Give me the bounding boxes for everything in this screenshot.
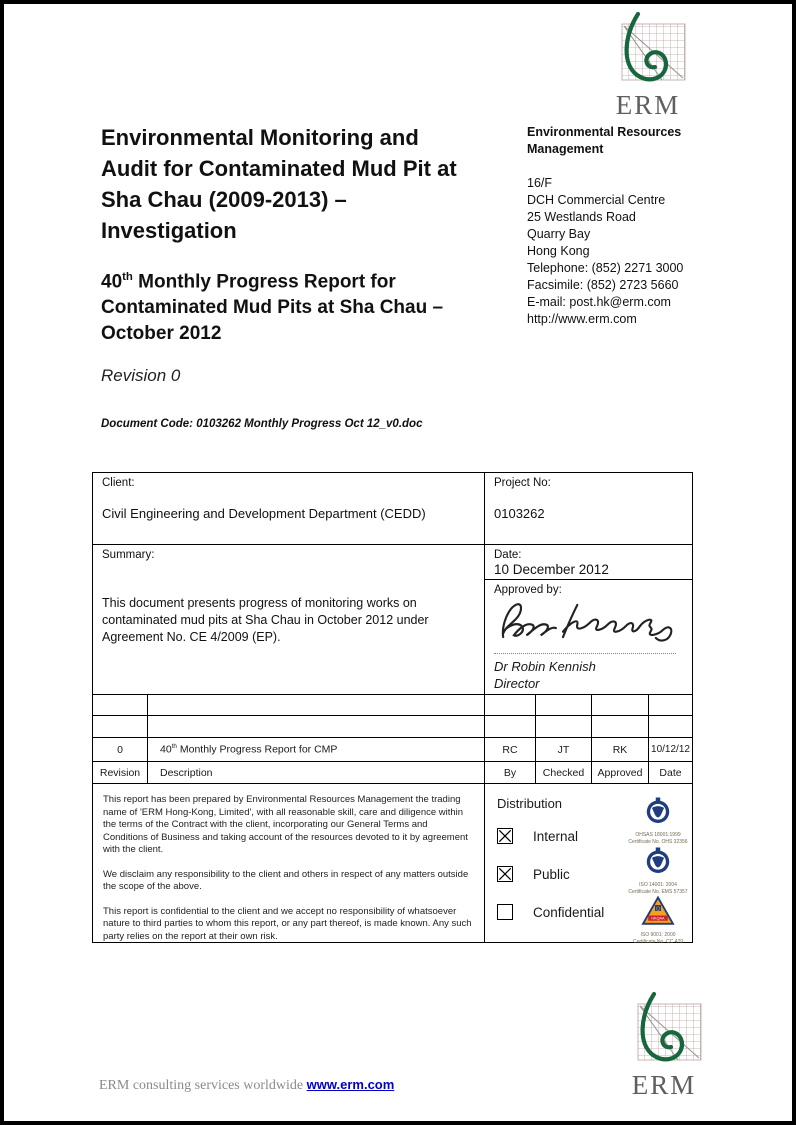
bsi-registered-icon: [643, 796, 673, 826]
revision-label: Revision 0: [101, 366, 181, 385]
summary-text: This document presents progress of monitoring works on contaminated mud pits at Sha Chau in October 2012 under Agreement No. CE 4/2009 (EP).: [102, 596, 429, 644]
header-checked: Checked: [536, 762, 592, 784]
empty-cell: [536, 716, 592, 738]
title-line: Environmental Monitoring and: [101, 125, 419, 150]
report-title: [101, 122, 457, 246]
email-line: E-mail: post.hk@erm.com: [527, 295, 671, 309]
report-subtitle: [101, 264, 443, 347]
company-name-line: Environmental Resources: [527, 125, 682, 139]
revision-description-cell: 40th Monthly Progress Report for CMP: [148, 738, 485, 762]
subtitle-line: 40th Monthly Progress Report for: [101, 271, 396, 293]
address-line: 16/F: [527, 176, 553, 190]
header-date: Date: [649, 762, 692, 784]
fax-line: Facsimile: (852) 2723 5660: [527, 278, 679, 292]
x-mark-icon: [498, 829, 512, 843]
company-name-line: Management: [527, 142, 604, 156]
header-approved: Approved: [592, 762, 649, 784]
date-cell: [485, 545, 692, 580]
signature: [494, 596, 682, 646]
confidential-label: Confidential: [533, 904, 605, 920]
svg-text:HKQAA: HKQAA: [651, 916, 665, 921]
distribution-option-confidential: [497, 904, 604, 920]
address-line: Hong Kong: [527, 244, 590, 258]
confidential-checkbox[interactable]: [497, 904, 513, 920]
disclaimer-paragraph: This report has been prepared by Environmental Resources Management the trading name of 'ERM Hong-Kong, Limited', with all reasonable skill, care and diligence within the terms of the Contract with the client, incorporating our General Terms and Conditions of Business and taking account of the resources devoted to it by agreement with the client.: [103, 794, 468, 855]
cert-text: Certificate No. EMS 57357: [628, 889, 688, 895]
empty-cell: [592, 695, 649, 716]
empty-cell: [93, 695, 148, 716]
title-line: Investigation: [101, 218, 237, 243]
public-label: Public: [533, 866, 570, 882]
revision-number-cell: 0: [93, 738, 148, 762]
cert-text: ISO 14001: 2004: [639, 882, 677, 888]
cert-badge-hkqaa: [627, 896, 689, 945]
approver-name: Dr Robin Kennish: [494, 659, 596, 674]
client-cell: [93, 473, 485, 545]
cert-badge-ohsas: [627, 796, 689, 845]
hkqaa-triangle-icon: [641, 896, 675, 926]
disclaimer-paragraph: We disclaim any responsibility to the client and others in respect of any matters outside the scope of the above.: [103, 868, 469, 892]
subtitle-line: October 2012: [101, 323, 222, 345]
website-line: http://www.erm.com: [527, 312, 637, 326]
signature-rule: [494, 653, 676, 654]
distribution-option-internal: [497, 828, 578, 844]
empty-cell: [649, 716, 692, 738]
footer-website-link[interactable]: www.erm.com: [306, 1077, 395, 1092]
approved-by-cell: [485, 580, 692, 695]
document-code: Document Code: 0103262 Monthly Progress Oct 12_v0.doc: [101, 418, 423, 430]
project-no-label: Project No:: [494, 477, 551, 489]
header-description: Description: [148, 762, 485, 784]
cert-text: Certificate No. CC 479: [632, 939, 684, 945]
project-no-cell: [485, 473, 692, 545]
title-line: Audit for Contaminated Mud Pit at: [101, 156, 457, 181]
subtitle-line: Contaminated Mud Pits at Sha Chau –: [101, 297, 444, 319]
erm-wordmark: ERM: [615, 90, 681, 120]
phone-line: Telephone: (852) 2271 3000: [527, 261, 684, 275]
revision-approved-cell: RK: [592, 738, 649, 762]
approved-by-label: Approved by:: [494, 584, 562, 596]
erm-logo-top: [600, 12, 696, 120]
revision-by-cell: RC: [485, 738, 536, 762]
distribution-label: Distribution: [497, 796, 563, 811]
empty-cell: [592, 716, 649, 738]
header-revision: Revision: [93, 762, 148, 784]
disclaimer-paragraph: This report is confidential to the client and we accept no responsibility of whatsoever nature to third parties to whom this report, or any part thereof, is made known. Any such party relies on the report at their own risk.: [103, 905, 472, 942]
empty-cell: [485, 716, 536, 738]
client-label: Client:: [102, 477, 135, 489]
revision-date-cell: 10/12/12: [649, 738, 692, 762]
address-line: DCH Commercial Centre: [527, 193, 666, 207]
date-label: Date:: [494, 549, 522, 561]
bsi-registered-icon: [643, 846, 673, 876]
document-info-table: [92, 472, 693, 943]
public-checkbox[interactable]: [497, 866, 513, 882]
empty-cell: [536, 695, 592, 716]
approver-title: Director: [494, 676, 540, 691]
erm-spiral-grid-icon: [616, 992, 712, 1072]
date-value: 10 December 2012: [494, 562, 609, 577]
disclaimer-cell: [93, 784, 485, 942]
distribution-option-public: [497, 866, 570, 882]
client-value: Civil Engineering and Development Department (CEDD): [102, 506, 426, 521]
empty-cell: [148, 716, 485, 738]
contact-block: [527, 124, 683, 328]
revision-checked-cell: JT: [536, 738, 592, 762]
cert-text: ISO 9001: 2000: [640, 932, 676, 938]
empty-cell: [93, 716, 148, 738]
summary-label: Summary:: [102, 549, 155, 561]
address-line: Quarry Bay: [527, 227, 591, 241]
internal-label: Internal: [533, 828, 579, 844]
erm-logo-bottom: [616, 992, 712, 1100]
project-no-value: 0103262: [494, 506, 545, 521]
cert-text: Certificate No. OHS 32356: [628, 839, 688, 845]
page-footer: [99, 1076, 394, 1094]
svg-text:Q: Q: [655, 906, 661, 913]
summary-cell: [93, 545, 485, 695]
cert-badge-iso14001: [627, 846, 689, 895]
distribution-cell: [485, 784, 692, 945]
erm-spiral-grid-icon: [600, 12, 696, 92]
empty-cell: [148, 695, 485, 716]
address-line: 25 Westlands Road: [527, 210, 636, 224]
header-by: By: [485, 762, 536, 784]
cert-text: OHSAS 18001:1999: [635, 832, 681, 838]
internal-checkbox[interactable]: [497, 828, 513, 844]
title-line: Sha Chau (2009-2013) –: [101, 187, 347, 212]
erm-wordmark: ERM: [631, 1070, 697, 1100]
footer-tagline: ERM consulting services worldwide: [99, 1078, 307, 1093]
empty-cell: [649, 695, 692, 716]
empty-cell: [485, 695, 536, 716]
x-mark-icon: [498, 867, 512, 881]
